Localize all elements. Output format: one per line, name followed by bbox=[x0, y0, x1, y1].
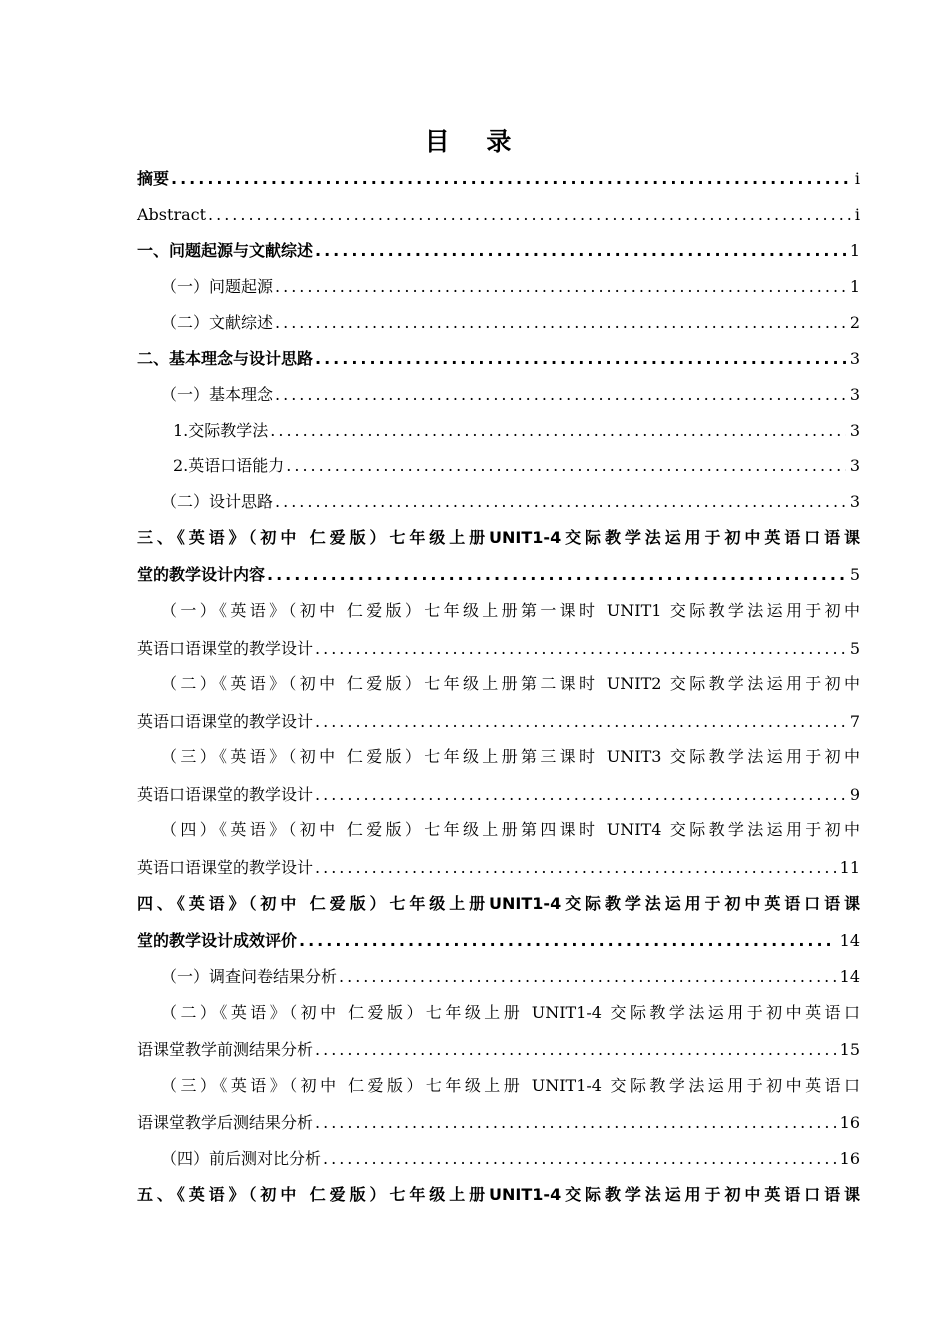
dot-leader bbox=[315, 346, 846, 372]
toc-entry-section-3-4-line1[interactable]: （四）《英语》（初中 仁爱版）七年级上册第四课时 UNIT4 交际教学法运用于初中 bbox=[161, 820, 860, 839]
toc-entry-section-4-2-line1[interactable]: （二）《英语》（初中 仁爱版）七年级上册 UNIT1-4 交际教学法运用于初中英语口 bbox=[161, 1003, 860, 1022]
toc-entry-text: 2.英语口语能力 bbox=[173, 456, 285, 475]
toc-page-number: 1 bbox=[849, 241, 860, 260]
toc-entry-text: 堂的教学设计成效评价 bbox=[137, 931, 298, 950]
toc-entry-section-1-1[interactable] bbox=[161, 274, 860, 300]
toc-entry-text: 二、基本理念与设计思路 bbox=[137, 349, 314, 368]
toc-entry-section-3-1-line1[interactable]: （一）《英语》（初中 仁爱版）七年级上册第一课时 UNIT1 交际教学法运用于初中 bbox=[161, 601, 860, 620]
dot-leader bbox=[267, 562, 846, 588]
toc-entry-section-2[interactable] bbox=[137, 346, 860, 372]
dot-leader bbox=[275, 310, 846, 336]
toc-page-number: 14 bbox=[839, 967, 860, 986]
dot-leader bbox=[339, 964, 836, 990]
toc-entry-section-2-2[interactable] bbox=[161, 489, 860, 515]
dot-leader bbox=[315, 1110, 836, 1136]
dot-leader bbox=[315, 1037, 836, 1063]
toc-entry-section-1-2[interactable] bbox=[161, 310, 860, 336]
toc-entry-text: （一）问题起源 bbox=[161, 277, 274, 296]
toc-page-number: 15 bbox=[839, 1040, 860, 1059]
toc-entry-section-5-line1[interactable]: 五、《英语》（初中 仁爱版）七年级上册UNIT1-4交际教学法运用于初中英语口语课 bbox=[137, 1185, 860, 1204]
toc-page-number: 14 bbox=[839, 931, 860, 950]
dot-leader bbox=[275, 489, 846, 515]
toc-page-number: 5 bbox=[849, 565, 860, 584]
toc-entry-section-4-line1[interactable]: 四、《英语》（初中 仁爱版）七年级上册UNIT1-4交际教学法运用于初中英语口语课 bbox=[137, 894, 860, 913]
toc-entry-section-4-2[interactable] bbox=[137, 1037, 860, 1063]
toc-entry-section-4-4[interactable] bbox=[161, 1146, 860, 1172]
toc-entry-text: 英语口语课堂的教学设计 bbox=[137, 785, 314, 804]
toc-page-number: 3 bbox=[849, 456, 860, 475]
toc-entry-section-3-2[interactable] bbox=[137, 709, 860, 735]
toc-entry-text: 英语口语课堂的教学设计 bbox=[137, 639, 314, 658]
dot-leader bbox=[275, 382, 846, 408]
toc-entry-text: （一）调查问卷结果分析 bbox=[161, 967, 338, 986]
toc-entry-text: 语课堂教学前测结果分析 bbox=[137, 1040, 314, 1059]
toc-entry-text: 英语口语课堂的教学设计 bbox=[137, 858, 314, 877]
toc-entry-text: Abstract bbox=[137, 205, 207, 224]
dot-leader bbox=[275, 274, 846, 300]
toc-entry-section-2-1-1[interactable] bbox=[173, 418, 860, 444]
dot-leader bbox=[208, 202, 851, 228]
toc-entry-text: （二）文献综述 bbox=[161, 313, 274, 332]
toc-entry-text: 1.交际教学法 bbox=[173, 421, 269, 440]
toc-page-number: 3 bbox=[849, 385, 860, 404]
toc-entry-section-3-3[interactable] bbox=[137, 782, 860, 808]
toc-page-number: 16 bbox=[839, 1149, 860, 1168]
dot-leader bbox=[315, 782, 846, 808]
dot-leader bbox=[315, 855, 836, 881]
dot-leader bbox=[270, 418, 846, 444]
toc-entry-section-3-line1[interactable]: 三、《英语》（初中 仁爱版）七年级上册UNIT1-4交际教学法运用于初中英语口语课 bbox=[137, 528, 860, 547]
dot-leader bbox=[323, 1146, 836, 1172]
toc-entry-text: 堂的教学设计内容 bbox=[137, 565, 266, 584]
toc-page-number: 1 bbox=[849, 277, 860, 296]
toc-entry-text: 摘要 bbox=[137, 169, 170, 188]
toc-entry-section-4-1[interactable] bbox=[161, 964, 860, 990]
dot-leader bbox=[315, 709, 846, 735]
toc-entry-section-3-2-line1[interactable]: （二）《英语》（初中 仁爱版）七年级上册第二课时 UNIT2 交际教学法运用于初中 bbox=[161, 674, 860, 693]
toc-entry-section-4-3[interactable] bbox=[137, 1110, 860, 1136]
toc-page-number: 3 bbox=[849, 349, 860, 368]
toc-page-number: i bbox=[854, 169, 860, 188]
toc-page-number: 5 bbox=[849, 639, 860, 658]
toc-entry-text: 一、问题起源与文献综述 bbox=[137, 241, 314, 260]
toc-entry-text: （一）基本理念 bbox=[161, 385, 274, 404]
toc-entry-section-3-3-line1[interactable]: （三）《英语》（初中 仁爱版）七年级上册第三课时 UNIT3 交际教学法运用于初中 bbox=[161, 747, 860, 766]
dot-leader bbox=[299, 928, 836, 954]
toc-entry-section-4-3-line1[interactable]: （三）《英语》（初中 仁爱版）七年级上册 UNIT1-4 交际教学法运用于初中英语口 bbox=[161, 1076, 860, 1095]
toc-entry-abstract-cn[interactable] bbox=[137, 166, 860, 192]
dot-leader bbox=[315, 636, 846, 662]
toc-page-number: 3 bbox=[849, 492, 860, 511]
toc-page-number: 16 bbox=[839, 1113, 860, 1132]
toc-entry-text: （二）设计思路 bbox=[161, 492, 274, 511]
toc-page-number: 9 bbox=[849, 785, 860, 804]
toc-page-number: 11 bbox=[839, 858, 860, 877]
toc-page-number: i bbox=[854, 205, 860, 224]
toc-title: 目 录 bbox=[424, 127, 526, 156]
dot-leader bbox=[171, 166, 851, 192]
toc-page-number: 3 bbox=[849, 421, 860, 440]
toc-entry-section-3[interactable] bbox=[137, 562, 860, 588]
toc-entry-text: （四）前后测对比分析 bbox=[161, 1149, 322, 1168]
toc-page-number: 2 bbox=[849, 313, 860, 332]
toc-entry-section-2-1[interactable] bbox=[161, 382, 860, 408]
toc-page-number: 7 bbox=[849, 712, 860, 731]
dot-leader bbox=[315, 238, 846, 264]
toc-entry-section-3-4[interactable] bbox=[137, 855, 860, 881]
toc-entry-section-2-1-2[interactable] bbox=[173, 453, 860, 479]
toc-entry-section-4[interactable] bbox=[137, 928, 860, 954]
toc-entry-text: 语课堂教学后测结果分析 bbox=[137, 1113, 314, 1132]
toc-entry-text: 英语口语课堂的教学设计 bbox=[137, 712, 314, 731]
dot-leader bbox=[286, 453, 846, 479]
toc-entry-section-3-1[interactable] bbox=[137, 636, 860, 662]
toc-entry-abstract-en[interactable] bbox=[137, 202, 860, 228]
toc-entry-section-1[interactable] bbox=[137, 238, 860, 264]
